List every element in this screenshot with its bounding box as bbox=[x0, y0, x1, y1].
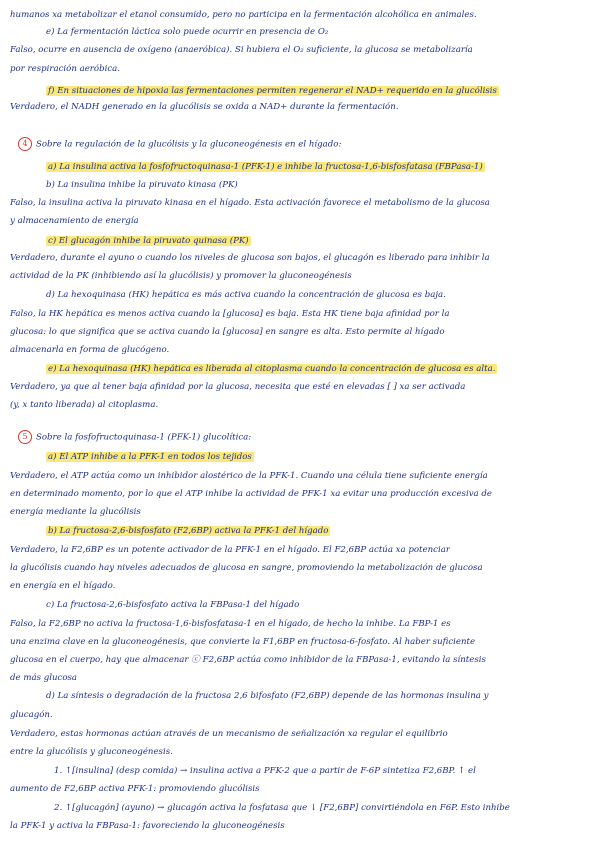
section-4-heading bbox=[18, 137, 341, 152]
line-5c-1: Falso, la F2,6BP no activa la fructosa-1,6-bisfosfatasa-1 en el hígado, de hecho la inhibe. La FBP-1 es bbox=[10, 619, 451, 629]
item-5d: d) La síntesis o degradación de la fructosa 2,6 bifosfato (F2,6BP) depende de las hormonas insulina y bbox=[46, 691, 489, 701]
highlight: a) La insulina activa la fosfofructoquinasa-1 (PFK-1) e inhibe la fructosa-1,6-bisfosfatasa (FBPasa-1) bbox=[48, 162, 483, 172]
line-4c-2: actividad de la PK (inhibiendo así la glucólisis) y promover la gluconeogénesis bbox=[10, 271, 352, 281]
item-4b: b) La insulina inhibe la piruvato kinasa (PK) bbox=[46, 180, 238, 190]
line-4d-2: glucosa: lo que significa que se activa cuando la [glucosa] en sangre es alta. Esto permite al hígado bbox=[10, 327, 445, 337]
section-5-heading bbox=[18, 430, 251, 445]
item-4a bbox=[46, 160, 485, 174]
section-5-title: Sobre la fosfofructoquinasa-1 (PFK-1) glucolítica: bbox=[36, 432, 252, 443]
line-5d-2: Verdadero, estas hormonas actúan através de un mecanismo de señalización xa regular el equilibrio bbox=[10, 729, 448, 739]
item-4c bbox=[46, 234, 251, 248]
section-4-title: Sobre la regulación de la glucólisis y la gluconeogénesis en el hígado: bbox=[36, 139, 342, 150]
section-4-number: 4 bbox=[18, 137, 32, 151]
line-5b-2: la glucólisis cuando hay niveles adecuados de glucosa en sangre, promoviendo la metabolización de glucosa bbox=[10, 563, 483, 573]
list-item-2-cont: la PFK-1 y activa la FBPasa-1: favoreciendo la gluconeogénesis bbox=[10, 821, 285, 831]
section-5-number: 5 bbox=[18, 430, 32, 444]
line-4e-2: (y, x tanto liberada) al citoplasma. bbox=[10, 400, 159, 410]
item-5c: c) La fructosa-2,6-bisfosfato activa la FBPasa-1 del hígado bbox=[46, 600, 300, 610]
line-5a-3: energía mediante la glucólisis bbox=[10, 507, 141, 517]
highlight: c) El glucagón inhibe la piruvato quinasa (PK) bbox=[48, 236, 249, 246]
item-e: e) La fermentación láctica solo puede ocurrir en presencia de O₂ bbox=[46, 27, 329, 37]
line-4b-1: Falso, la insulina activa la piruvato kinasa en el hígado. Esta activación favorece el metabolismo de la glucosa bbox=[10, 198, 490, 208]
list-item-2: 2. ↑[glucagón] (ayuno) → glucagón activa la fosfatasa que ↓ [F2,6BP] convirtiéndola en F6P. Esto inhibe bbox=[54, 803, 510, 813]
highlight: b) La fructosa-2,6-bisfosfato (F2,6BP) activa la PFK-1 del hígado bbox=[48, 526, 329, 536]
line-3: Falso, ocurre en ausencia de oxígeno (anaeróbica). Si hubiera el O₂ suficiente, la glucosa se metabolizaría bbox=[10, 45, 473, 55]
line-4d-3: almacenarla en forma de glucógeno. bbox=[10, 345, 170, 355]
line-4: por respiración aeróbica. bbox=[10, 64, 121, 74]
item-5a bbox=[46, 450, 254, 464]
line-4d-1: Falso, la HK hepática es menos activa cuando la [glucosa] es baja. Esta HK tiene baja afinidad por la bbox=[10, 309, 450, 319]
line-4c-1: Verdadero, durante el ayuno o cuando los niveles de glucosa son bajos, el glucagón es liberado para inhibir la bbox=[10, 253, 490, 263]
list-item-1: 1. ↑[insulina] (desp comida) → insulina activa a PFK-2 que a partir de F-6P sintetiza F2,6BP. ↑ el bbox=[54, 766, 476, 776]
line-5b-1: Verdadero, la F2,6BP es un potente activador de la PFK-1 en el hígado. El F2,6BP actúa xa potenciar bbox=[10, 545, 450, 555]
line-5a-2: en determinado momento, por lo que el ATP inhibe la actividad de PFK-1 xa evitar una producción excesiva de bbox=[10, 489, 493, 499]
line-6: Verdadero, el NADH generado en la glucólisis se oxida a NAD+ durante la fermentación. bbox=[10, 102, 399, 112]
item-5b bbox=[46, 524, 330, 538]
highlight: f) En situaciones de hipoxia las fermentaciones permiten regenerar el NAD+ requerido en la glucólisis bbox=[48, 86, 497, 96]
line-4b-2: y almacenamiento de energía bbox=[10, 216, 139, 226]
line-5d-3: entre la glucólisis y gluconeogénesis. bbox=[10, 747, 173, 757]
line-1: humanos xa metabolizar el etanol consumido, pero no participa en la fermentación alcohólica en animales. bbox=[10, 10, 477, 20]
line-5a-1: Verdadero, el ATP actúa como un inhibidor alostérico de la PFK-1. Cuando una célula tiene suficiente energía bbox=[10, 471, 488, 481]
line-5c-2: una enzima clave en la gluconeogénesis, que convierte la F1,6BP en fructosa-6-fosfato. Al haber suficiente bbox=[10, 637, 476, 647]
item-f bbox=[46, 84, 499, 98]
highlight: e) La hexoquinasa (HK) hepática es liberada al citoplasma cuando la concentración de glucosa es alta. bbox=[48, 364, 496, 374]
line-5c-4: de más glucosa bbox=[10, 673, 78, 683]
highlight: a) El ATP inhibe a la PFK-1 en todos los tejidos bbox=[48, 452, 252, 462]
list-item-1-cont: aumento de F2,6BP activa PFK-1: promoviendo glucólisis bbox=[10, 784, 260, 794]
line-5c-3: glucosa en el cuerpo, hay que almacenar ⓒ F2,6BP actúa como inhibidor de la FBPasa-1, evitando la síntesis bbox=[10, 655, 486, 665]
line-5b-3: en energía en el hígado. bbox=[10, 581, 116, 591]
line-4e-1: Verdadero, ya que al tener baja afinidad por la glucosa, necesita que esté en elevadas [ ] xa ser activada bbox=[10, 382, 466, 392]
item-4e bbox=[46, 362, 497, 376]
item-4d: d) La hexoquinasa (HK) hepática es más activa cuando la concentración de glucosa es baja. bbox=[46, 290, 446, 300]
line-5d-1: glucagón. bbox=[10, 710, 53, 720]
